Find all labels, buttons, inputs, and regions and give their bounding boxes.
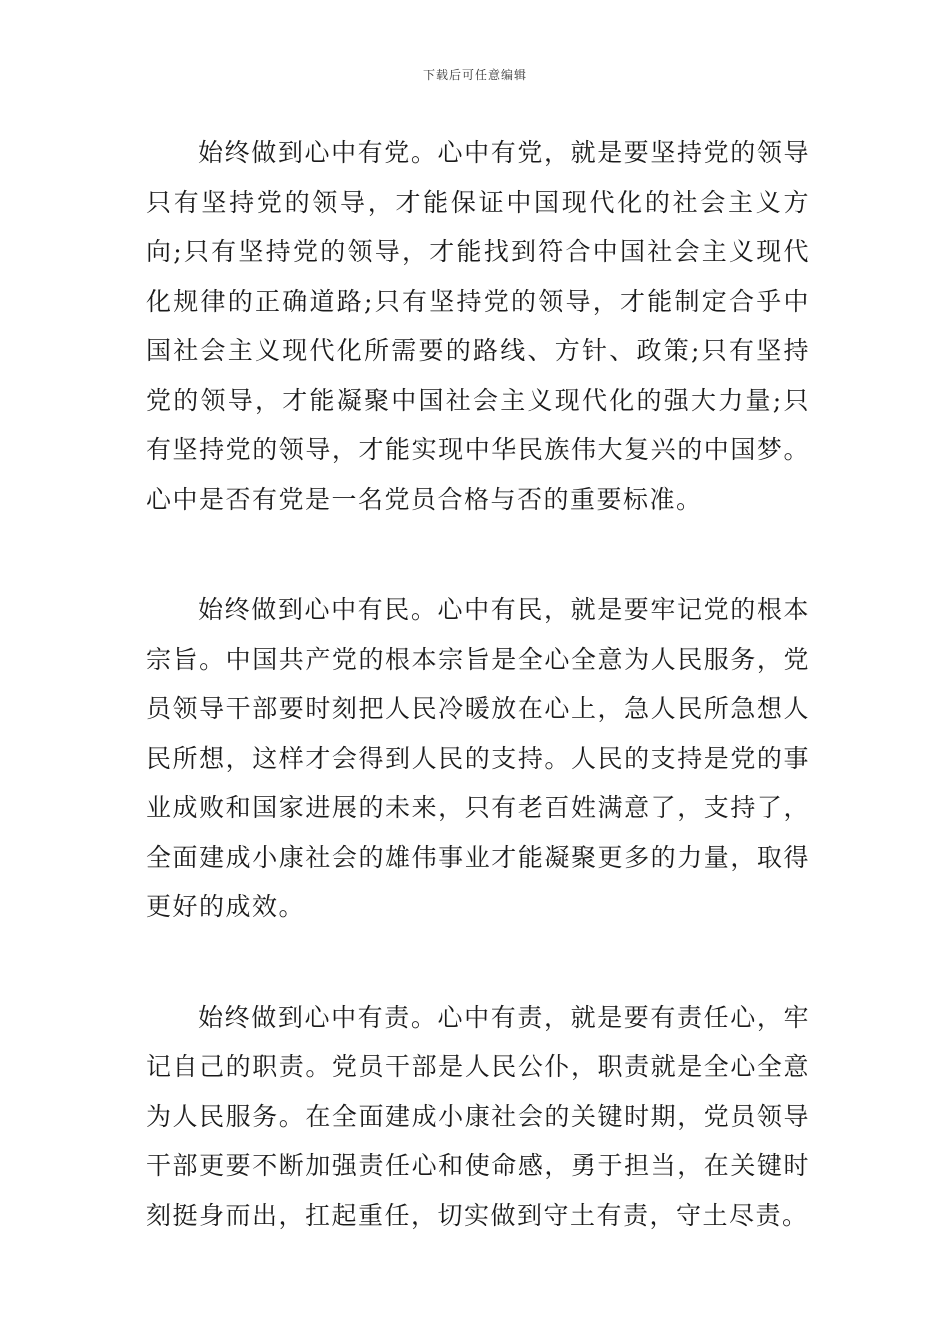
page-header: 下载后可任意编辑 [422, 68, 527, 82]
document-body [146, 128, 810, 1240]
paragraph-responsibility: 始终做到心中有责。心中有责，就是要有责任心，牢记自己的职责。党员干部是人民公仆，职责就是全心全意为人民服务。在全面建成小康社会的关键时期，党员领导干部更要不断加强责任心和使命感，勇于担当，在关键时刻挺身而出，扛起重任，切实做到守土有责，守土尽责。 [146, 1002, 810, 1230]
paragraph-party: 始终做到心中有党。心中有党，就是要坚持党的领导只有坚持党的领导，才能保证中国现代化的社会主义方向;只有坚持党的领导，才能找到符合中国社会主义现代化规律的正确道路;只有坚持党的领导，才能制定合乎中国社会主义现代化所需要的路线、方针、政策;只有坚持党的领导，才能凝聚中国社会主义现代化的强大力量;只有坚持党的领导，才能实现中华民族伟大复兴的中国梦。心中是否有党是一名党员合格与否的重要标准。 [146, 138, 810, 514]
paragraph-people: 始终做到心中有民。心中有民，就是要牢记党的根本宗旨。中国共产党的根本宗旨是全心全意为人民服务，党员领导干部要时刻把人民冷暖放在心上，急人民所急想人民所想，这样才会得到人民的支持。人民的支持是党的事业成败和国家进展的未来，只有老百姓满意了，支持了，全面建成小康社会的雄伟事业才能凝聚更多的力量，取得更好的成效。 [146, 595, 810, 921]
